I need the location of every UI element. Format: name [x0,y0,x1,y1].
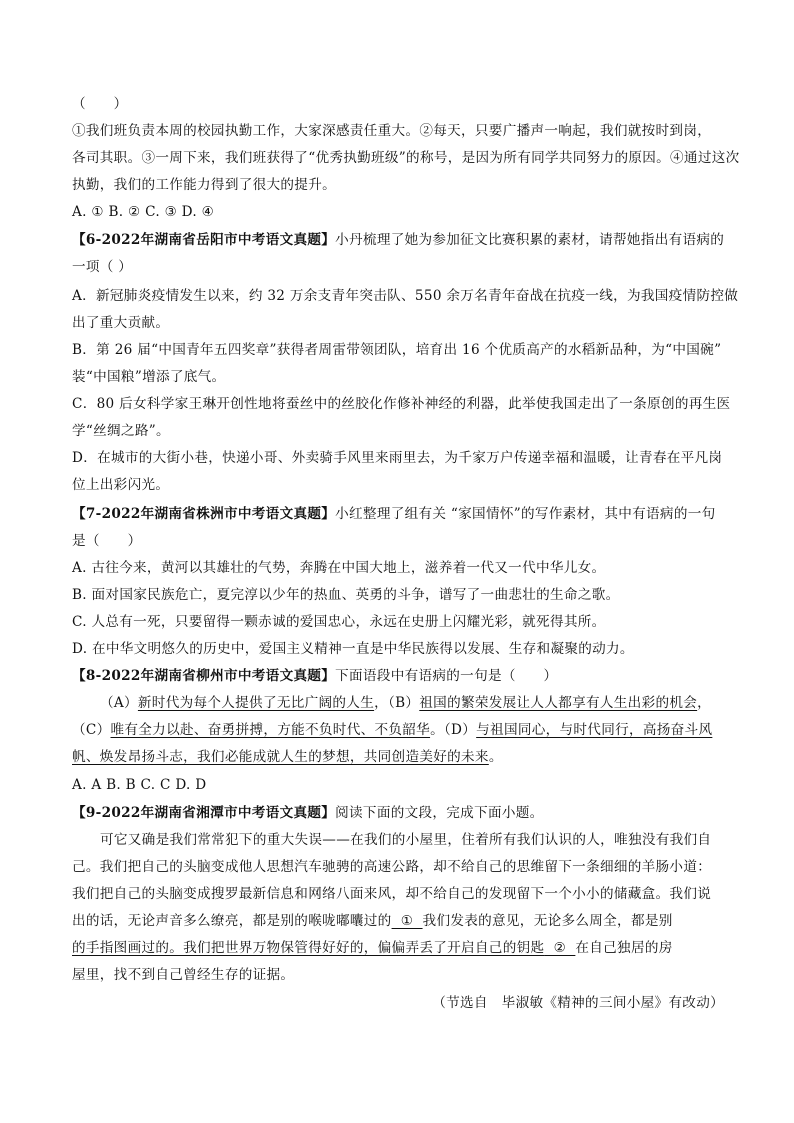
q9-passage-line-4 [72,910,732,932]
q8-punct-end: 。 [488,749,503,765]
q9-text-after-blank-1: 我们发表的意见，无论多么周全，都是别 [422,913,673,929]
q6-option-d-line-2: 位上出彩闪光。 [72,477,170,493]
q7-option-c: C. 人总有一死，只要留得一颗赤诚的爱国忠心，永远在史册上闪耀光彩，就死得其所。 [72,614,606,630]
q9-source-citation: （节选自 毕淑敏《精神的三间小屋》有改动） [432,995,724,1011]
q9-passage-line-3: 我们把自己的头脑变成搜罗最新信息和网络八面来风，却不给自己的发现留下一个小小的储藏盒。我们说 [72,886,712,902]
q8-sentence-d-part-2: 帆、焕发昂扬斗志，我们必能成就人生的梦想，共同创造美好的未来 [72,749,489,765]
q6-option-b-line-2: 装“中国粮”增添了底气。 [72,369,226,385]
q6-option-c-line-1: C．80 后女科学家王琳开创性地将蚕丝中的丝胶化作修补神经的利器，此举使我国走出了一条原创的再生医 [72,396,731,412]
q8-label-d: 。（D） [430,722,477,738]
q8-heading: 【8-2022年湖南省柳州市中考语文真题】 [72,668,336,684]
q8-label-b: ，（B） [374,695,420,711]
q9-passage-line-6: 屋里，找不到自己曾经生存的证据。 [72,967,295,983]
q7-option-b: B. 面对国家民族危亡，夏完淳以少年的热血、英勇的斗争，谱写了一曲悲壮的生命之歌。 [72,587,620,603]
q9-passage-line-5 [72,937,732,959]
q8-passage-line-3 [72,746,732,768]
q9-passage-line-1: 可它又确是我们常常犯下的重大失误——在我们的小屋里，住着所有我们认识的人，唯独没有我们自 [100,832,712,848]
q9-passage-line-2: 己。我们把自己的头脑变成他人思想汽车驰骋的高速公路，却不给自己的思维留下一条细细的羊肠小道： [72,859,712,875]
q7-heading: 【7-2022年湖南省株洲市中考语文真题】 [72,506,336,522]
q8-passage-line-2 [72,719,732,741]
q6-stem-text: 小丹梳理了她为参加征文比赛积累的素材，请帮她指出有语病的 [335,232,725,248]
q7-stem-line-1 [72,503,732,525]
q5-options: A. ① B. ② C. ③ D. ④ [72,204,215,220]
q6-stem-line-1 [72,229,732,251]
q8-label-c: （C） [72,722,111,738]
q9-text-before-blank-2: 的手指图画过的。我们把世界万物保管得好好的，偏偏弄丢了开启自己的钥匙 [72,940,545,956]
q9-heading: 【9-2022年湖南省湘潭市中考语文真题】 [72,805,336,821]
q5-paragraph-line-2: 各司其职。③一周下来，我们班获得了“优秀执勤班级”的称号，是因为所有同学共同努力的原因。④通过这次 [72,150,740,166]
q7-stem-line-2: 是（ ） [72,533,142,549]
q8-sentence-d-part-1: 与祖国同心，与时代同行，高扬奋斗风 [476,722,713,738]
blank-1: ① [391,913,423,929]
answer-bracket: （ ） [72,96,128,112]
q8-sentence-a: 新时代为每个人提供了无比广阔的人生 [137,695,375,711]
q6-option-b-line-1: B．第 26 届“中国青年五四奖章”获得者周雷带领团队，培育出 16 个优质高产的水稻新品种，为“中国碗” [72,342,722,358]
q8-label-a: （A） [100,695,138,711]
q9-stem-text: 阅读下面的文段，完成下面小题。 [335,805,544,821]
q8-punct: ， [697,695,712,711]
q8-passage-line-1 [100,692,760,714]
q7-stem-text: 小红整理了组有关 “家国情怀”的写作素材，其中有语病的一句 [335,506,716,522]
q8-options: A. A B. B C. C D. D [72,777,207,793]
q6-option-d-line-1: D．在城市的大街小巷，快递小哥、外卖骑手风里来雨里去，为千家万户传递幸福和温暖，让青春在平凡岗 [72,450,723,466]
q6-option-c-line-2: 学“丝绸之路”。 [72,423,170,439]
blank-2: ② [544,940,576,956]
q9-text-before-blank-1: 出的话，无论声音多么缭亮，都是别的喉咙嘟囔过的 [72,913,392,929]
q6-option-a-line-1: A．新冠肺炎疫情发生以来，约 32 万余支青年突击队、550 余万名青年奋战在抗疫一线，为我国疫情防控做 [72,288,739,304]
q5-paragraph-line-3: 执勤，我们的工作能力得到了很大的提升。 [72,177,336,193]
q8-stem [72,665,732,687]
q8-sentence-c: 唯有全力以赴、奋勇拼搏，方能不负时代、不负韶华 [110,722,431,738]
q6-stem-line-2: 一项（ ） [72,259,133,275]
q8-stem-text: 下面语段中有语病的一句是（ ） [335,668,558,684]
q7-option-d: D. 在中华文明悠久的历史中，爱国主义精神一直是中华民族得以发展、生存和凝聚的动力。 [72,641,634,657]
q9-stem [72,802,732,824]
q7-option-a: A. 古往今来，黄河以其雄壮的气势，奔腾在中国大地上，滋养着一代又一代中华儿女。 [72,560,606,576]
q6-heading: 【6-2022年湖南省岳阳市中考语文真题】 [72,232,336,248]
q6-option-a-line-2: 出了重大贡献。 [72,315,170,331]
q5-paragraph-line-1: ①我们班负责本周的校园执勤工作，大家深感责任重大。②每天，只要广播声一响起，我们就按时到岗， [72,123,712,139]
q9-text-after-blank-2: 在自己独居的房 [575,940,673,956]
q8-sentence-b: 祖国的繁荣发展让人人都享有人生出彩的机会 [419,695,698,711]
